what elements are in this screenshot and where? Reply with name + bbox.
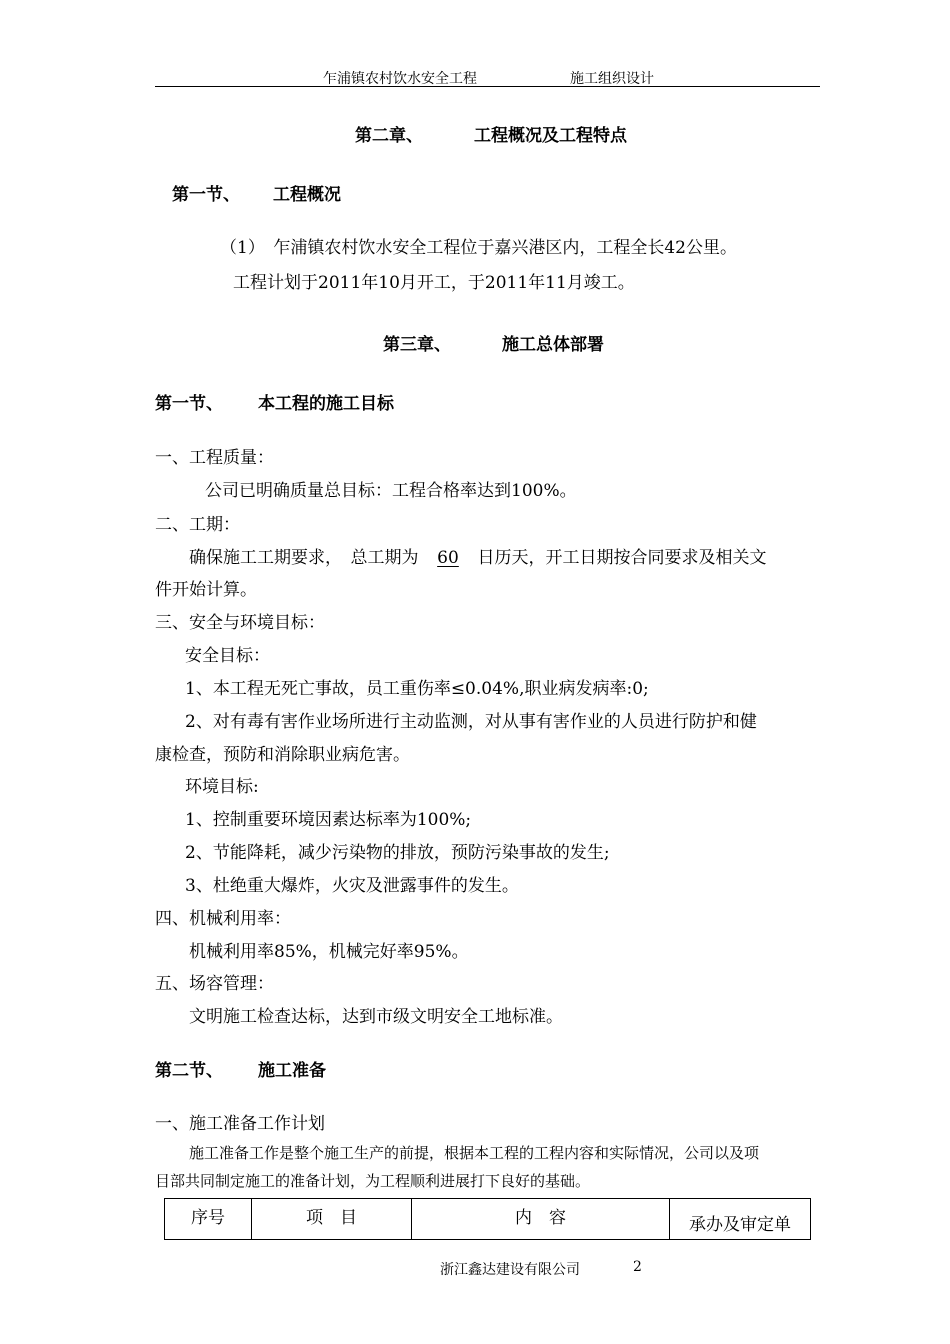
- machinery-text: 机械利用率85%，机械完好率95%。: [189, 942, 469, 962]
- header-rule: [155, 86, 820, 87]
- overview-paragraph-1: （1） 乍浦镇农村饮水安全工程位于嘉兴港区内，工程全长42公里。: [220, 238, 737, 258]
- table-header-item: 项 目: [252, 1199, 412, 1240]
- header-doc-type: 施工组织设计: [570, 71, 654, 87]
- chapter-3-title: 施工总体部署: [502, 335, 604, 355]
- prep-plan-text-line-2: 目部共同制定施工的准备计划，为工程顺利进展打下良好的基础。: [155, 1172, 591, 1190]
- period-text-line-2: 件开始计算。: [155, 580, 257, 600]
- footer-company: 浙江鑫达建设有限公司: [440, 1262, 580, 1278]
- safety-item-1: 1、本工程无死亡事故，员工重伤率≤0.04%,职业病发病率:0;: [185, 679, 649, 699]
- ch2-section-1-number: 第一节、: [172, 185, 240, 205]
- ch2-section-1-title: 工程概况: [273, 185, 341, 205]
- safety-item-2-line-2: 康检查，预防和消除职业病危害。: [155, 745, 410, 765]
- prep-plan-heading: 一、施工准备工作计划: [155, 1114, 325, 1134]
- table-header-approval: 承办及审定单: [670, 1199, 811, 1240]
- table-header-content: 内 容: [412, 1199, 670, 1240]
- chapter-3-number: 第三章、: [383, 335, 451, 355]
- chapter-2-title: 工程概况及工程特点: [474, 126, 627, 146]
- table-header-index: 序号: [165, 1199, 252, 1240]
- period-text-b: 日历天，开工日期按合同要求及相关文: [477, 548, 767, 568]
- ch3-section-2-title: 施工准备: [258, 1061, 326, 1081]
- safety-heading: 三、安全与环境目标：: [155, 613, 325, 633]
- period-days: 60: [437, 548, 459, 568]
- safety-subheading: 安全目标：: [185, 646, 270, 666]
- env-subheading: 环境目标:: [185, 777, 259, 797]
- quality-heading: 一、工程质量：: [155, 448, 274, 468]
- site-text: 文明施工检查达标，达到市级文明安全工地标准。: [189, 1007, 563, 1027]
- prep-plan-text-line-1: 施工准备工作是整个施工生产的前提，根据本工程的工程内容和实际情况，公司以及项: [189, 1144, 760, 1162]
- prep-plan-table: [164, 1198, 811, 1240]
- period-heading: 二、工期：: [155, 515, 240, 535]
- machinery-heading: 四、机械利用率：: [155, 909, 291, 929]
- period-text-a: 确保施工工期要求， 总工期为: [189, 548, 419, 568]
- safety-item-2-line-1: 2、对有毒有害作业场所进行主动监测，对从事有害作业的人员进行防护和健: [185, 712, 757, 732]
- env-item-1: 1、控制重要环境因素达标率为100%;: [185, 810, 472, 830]
- ch3-section-1-title: 本工程的施工目标: [258, 394, 394, 414]
- overview-paragraph-2: 工程计划于2011年10月开工，于2011年11月竣工。: [233, 273, 635, 293]
- table-header-row: [165, 1199, 811, 1240]
- env-item-3: 3、杜绝重大爆炸，火灾及泄露事件的发生。: [185, 876, 519, 896]
- footer-page-number: 2: [633, 1259, 642, 1275]
- ch3-section-2-number: 第二节、: [155, 1061, 223, 1081]
- quality-text: 公司已明确质量总目标：工程合格率达到100%。: [205, 481, 577, 501]
- env-item-2: 2、节能降耗，减少污染物的排放，预防污染事故的发生;: [185, 843, 610, 863]
- period-text-line-1: [189, 543, 767, 568]
- chapter-2-number: 第二章、: [355, 126, 423, 146]
- ch3-section-1-number: 第一节、: [155, 394, 223, 414]
- header-project: 乍浦镇农村饮水安全工程: [323, 71, 477, 87]
- site-heading: 五、场容管理：: [155, 974, 274, 994]
